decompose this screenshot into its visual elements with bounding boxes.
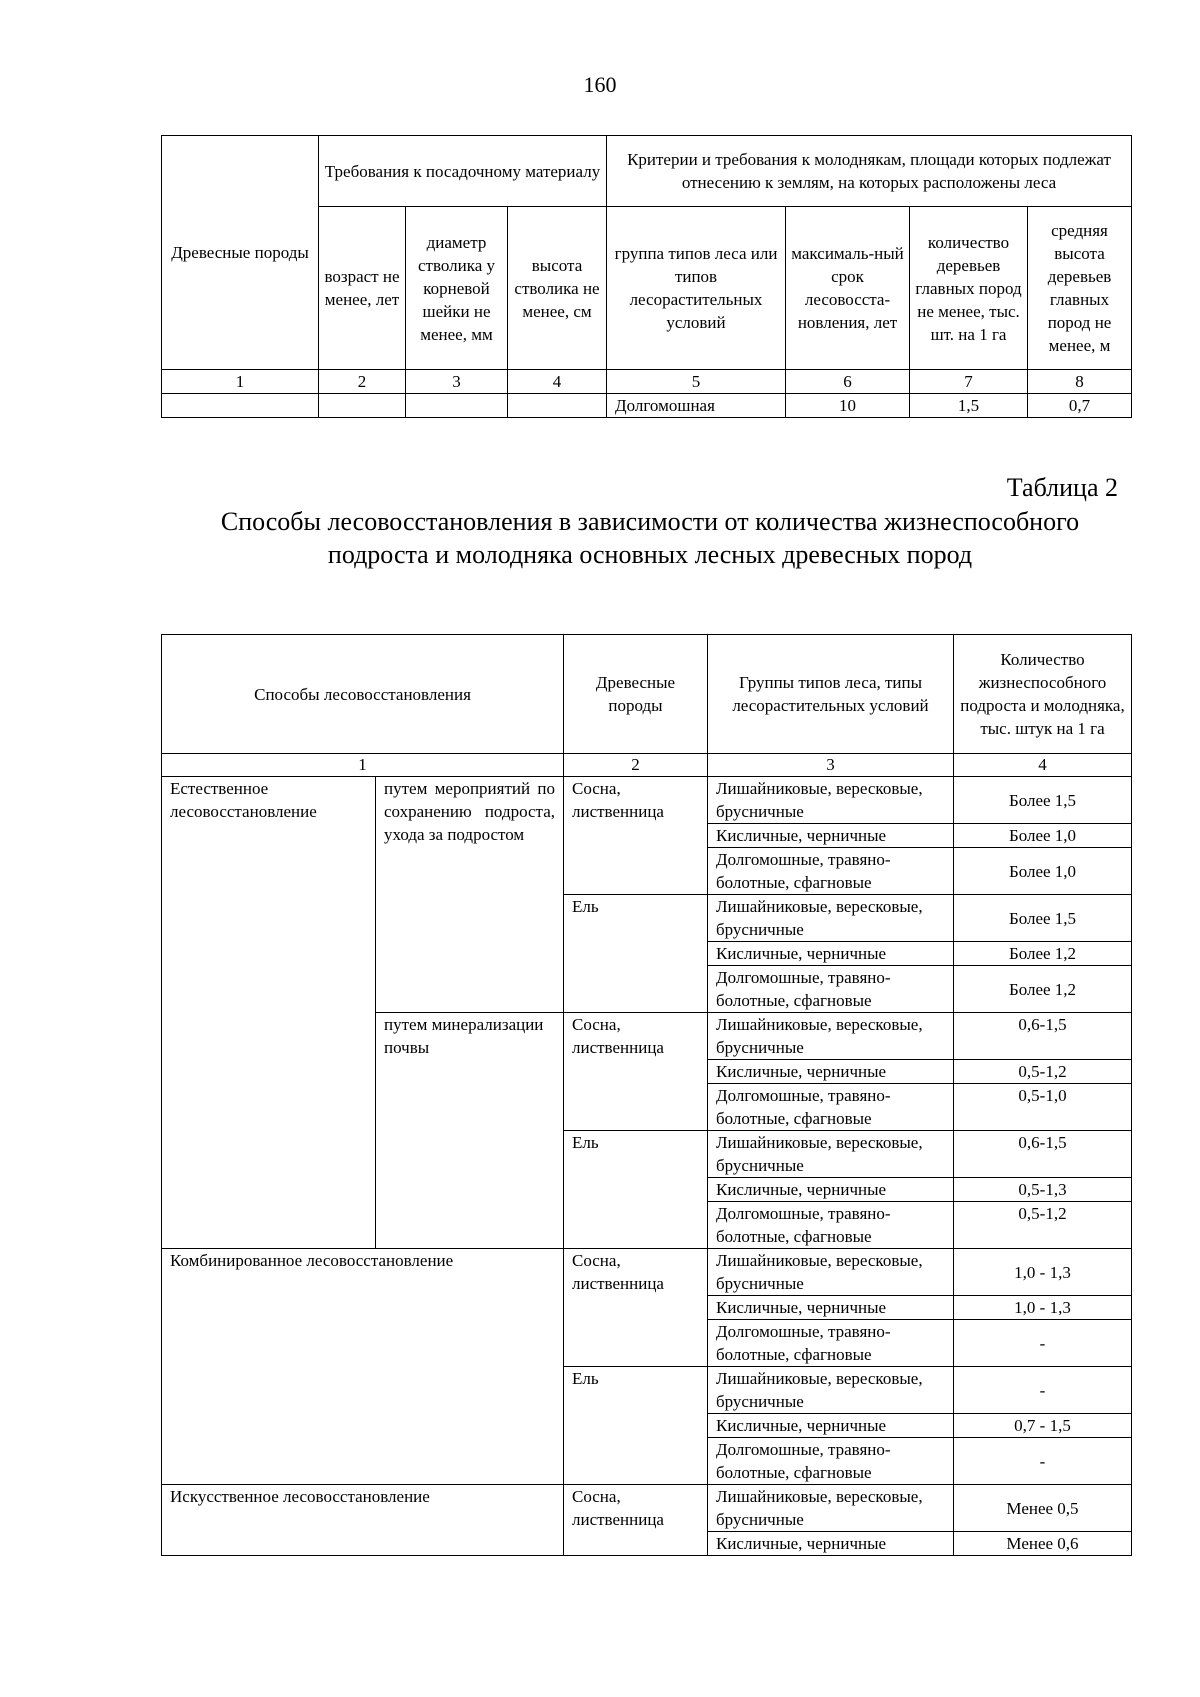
species-spruce: Ель xyxy=(564,1131,708,1249)
table-cell-group: Долгомошная xyxy=(607,394,786,418)
quantity-value: Более 1,2 xyxy=(954,942,1132,966)
submethod-mineralization: путем минерализации почвы xyxy=(376,1013,564,1249)
method-natural: Естественное лесовосстановление xyxy=(162,777,376,1249)
table-caption: Таблица 2 xyxy=(1006,473,1118,502)
column-number: 4 xyxy=(508,370,607,394)
header-age: возраст не менее, лет xyxy=(319,207,406,370)
group-moss: Долгомошные, травяно-болотные, сфагновые xyxy=(708,1084,954,1131)
quantity-value: - xyxy=(954,1367,1132,1414)
page-number: 160 xyxy=(583,72,617,97)
species-spruce: Ель xyxy=(564,1367,708,1485)
quantity-value: 0,5-1,2 xyxy=(954,1202,1132,1249)
group-moss: Долгомошные, травяно-болотные, сфагновые xyxy=(708,966,954,1013)
table-title: Способы лесовосстановления в зависимости от количества жизнеспособного подроста и молодняка основных лесных древесных пород xyxy=(220,507,1080,569)
quantity-value: 0,6-1,5 xyxy=(954,1013,1132,1060)
column-number: 8 xyxy=(1028,370,1132,394)
header-criteria: Критерии и требования к молоднякам, площади которых подлежат отнесению к землям, на которых расположены леса xyxy=(607,136,1132,207)
table-cell xyxy=(162,394,319,418)
quantity-value: 0,6-1,5 xyxy=(954,1131,1132,1178)
table-cell-height: 0,7 xyxy=(1028,394,1132,418)
group-oxalis: Кисличные, черничные xyxy=(708,1178,954,1202)
species-pine: Сосна, лиственница xyxy=(564,1485,708,1556)
group-lichen: Лишайниковые, вересковые, брусничные xyxy=(708,1131,954,1178)
quantity-value: Менее 0,6 xyxy=(954,1532,1132,1556)
submethod-preserve: путем мероприятий по сохранению подроста, ухода за подростом xyxy=(376,777,564,1013)
column-number: 3 xyxy=(406,370,508,394)
group-lichen: Лишайниковые, вересковые, брусничные xyxy=(708,1485,954,1532)
header-tree-count: количество деревьев главных пород не менее, тыс. шт. на 1 га xyxy=(910,207,1028,370)
column-number: 2 xyxy=(564,754,708,777)
group-lichen: Лишайниковые, вересковые, брусничные xyxy=(708,1367,954,1414)
group-oxalis: Кисличные, черничные xyxy=(708,824,954,848)
quantity-value: 0,5-1,0 xyxy=(954,1084,1132,1131)
group-oxalis: Кисличные, черничные xyxy=(708,1414,954,1438)
header-max-term: максималь-ный срок лесовосста-новления, лет xyxy=(786,207,910,370)
column-number: 5 xyxy=(607,370,786,394)
group-lichen: Лишайниковые, вересковые, брусничные xyxy=(708,777,954,824)
group-moss: Долгомошные, травяно-болотные, сфагновые xyxy=(708,1320,954,1367)
quantity-value: Более 1,0 xyxy=(954,824,1132,848)
species-pine: Сосна, лиственница xyxy=(564,1249,708,1367)
quantity-value: - xyxy=(954,1438,1132,1485)
column-number: 1 xyxy=(162,370,319,394)
group-lichen: Лишайниковые, вересковые, брусничные xyxy=(708,895,954,942)
quantity-value: Более 1,5 xyxy=(954,777,1132,824)
group-oxalis: Кисличные, черничные xyxy=(708,1296,954,1320)
header-forest-group: группа типов леса или типов лесорастительных условий xyxy=(607,207,786,370)
planting-requirements-table xyxy=(161,135,1132,418)
header-planting-material: Требования к посадочному материалу xyxy=(319,136,607,207)
header-quantity: Количество жизнеспособного подроста и молодняка, тыс. штук на 1 га xyxy=(954,635,1132,754)
group-lichen: Лишайниковые, вересковые, брусничные xyxy=(708,1249,954,1296)
column-number: 6 xyxy=(786,370,910,394)
table-cell xyxy=(508,394,607,418)
quantity-value: Менее 0,5 xyxy=(954,1485,1132,1532)
group-lichen: Лишайниковые, вересковые, брусничные xyxy=(708,1013,954,1060)
quantity-value: 1,0 - 1,3 xyxy=(954,1249,1132,1296)
method-artificial: Искусственное лесовосстановление xyxy=(162,1485,564,1556)
species-pine: Сосна, лиственница xyxy=(564,1013,708,1131)
quantity-value: 0,5-1,3 xyxy=(954,1178,1132,1202)
table-cell xyxy=(406,394,508,418)
species-pine: Сосна, лиственница xyxy=(564,777,708,895)
header-species: Древесные породы xyxy=(162,136,319,370)
group-moss: Долгомошные, травяно-болотные, сфагновые xyxy=(708,1202,954,1249)
method-combined: Комбинированное лесовосстановление xyxy=(162,1249,564,1485)
header-height: высота стволика не менее, см xyxy=(508,207,607,370)
quantity-value: - xyxy=(954,1320,1132,1367)
group-moss: Долгомошные, травяно-болотные, сфагновые xyxy=(708,1438,954,1485)
quantity-value: Более 1,5 xyxy=(954,895,1132,942)
column-number: 4 xyxy=(954,754,1132,777)
quantity-value: 0,5-1,2 xyxy=(954,1060,1132,1084)
header-species: Древесные породы xyxy=(564,635,708,754)
header-avg-height: средняя высота деревьев главных пород не менее, м xyxy=(1028,207,1132,370)
group-moss: Долгомошные, травяно-болотные, сфагновые xyxy=(708,848,954,895)
column-number: 1 xyxy=(162,754,564,777)
table-cell xyxy=(319,394,406,418)
header-forest-groups: Группы типов леса, типы лесорастительных условий xyxy=(708,635,954,754)
quantity-value: 1,0 - 1,3 xyxy=(954,1296,1132,1320)
column-number: 3 xyxy=(708,754,954,777)
column-number: 2 xyxy=(319,370,406,394)
header-methods: Способы лесовосстановления xyxy=(162,635,564,754)
quantity-value: Более 1,2 xyxy=(954,966,1132,1013)
species-spruce: Ель xyxy=(564,895,708,1013)
group-oxalis: Кисличные, черничные xyxy=(708,942,954,966)
table-cell-count: 1,5 xyxy=(910,394,1028,418)
header-diameter: диаметр стволика у корневой шейки не менее, мм xyxy=(406,207,508,370)
quantity-value: Более 1,0 xyxy=(954,848,1132,895)
group-oxalis: Кисличные, черничные xyxy=(708,1532,954,1556)
table-cell-term: 10 xyxy=(786,394,910,418)
column-number: 7 xyxy=(910,370,1028,394)
group-oxalis: Кисличные, черничные xyxy=(708,1060,954,1084)
quantity-value: 0,7 - 1,5 xyxy=(954,1414,1132,1438)
reforestation-methods-table xyxy=(161,634,1132,1556)
